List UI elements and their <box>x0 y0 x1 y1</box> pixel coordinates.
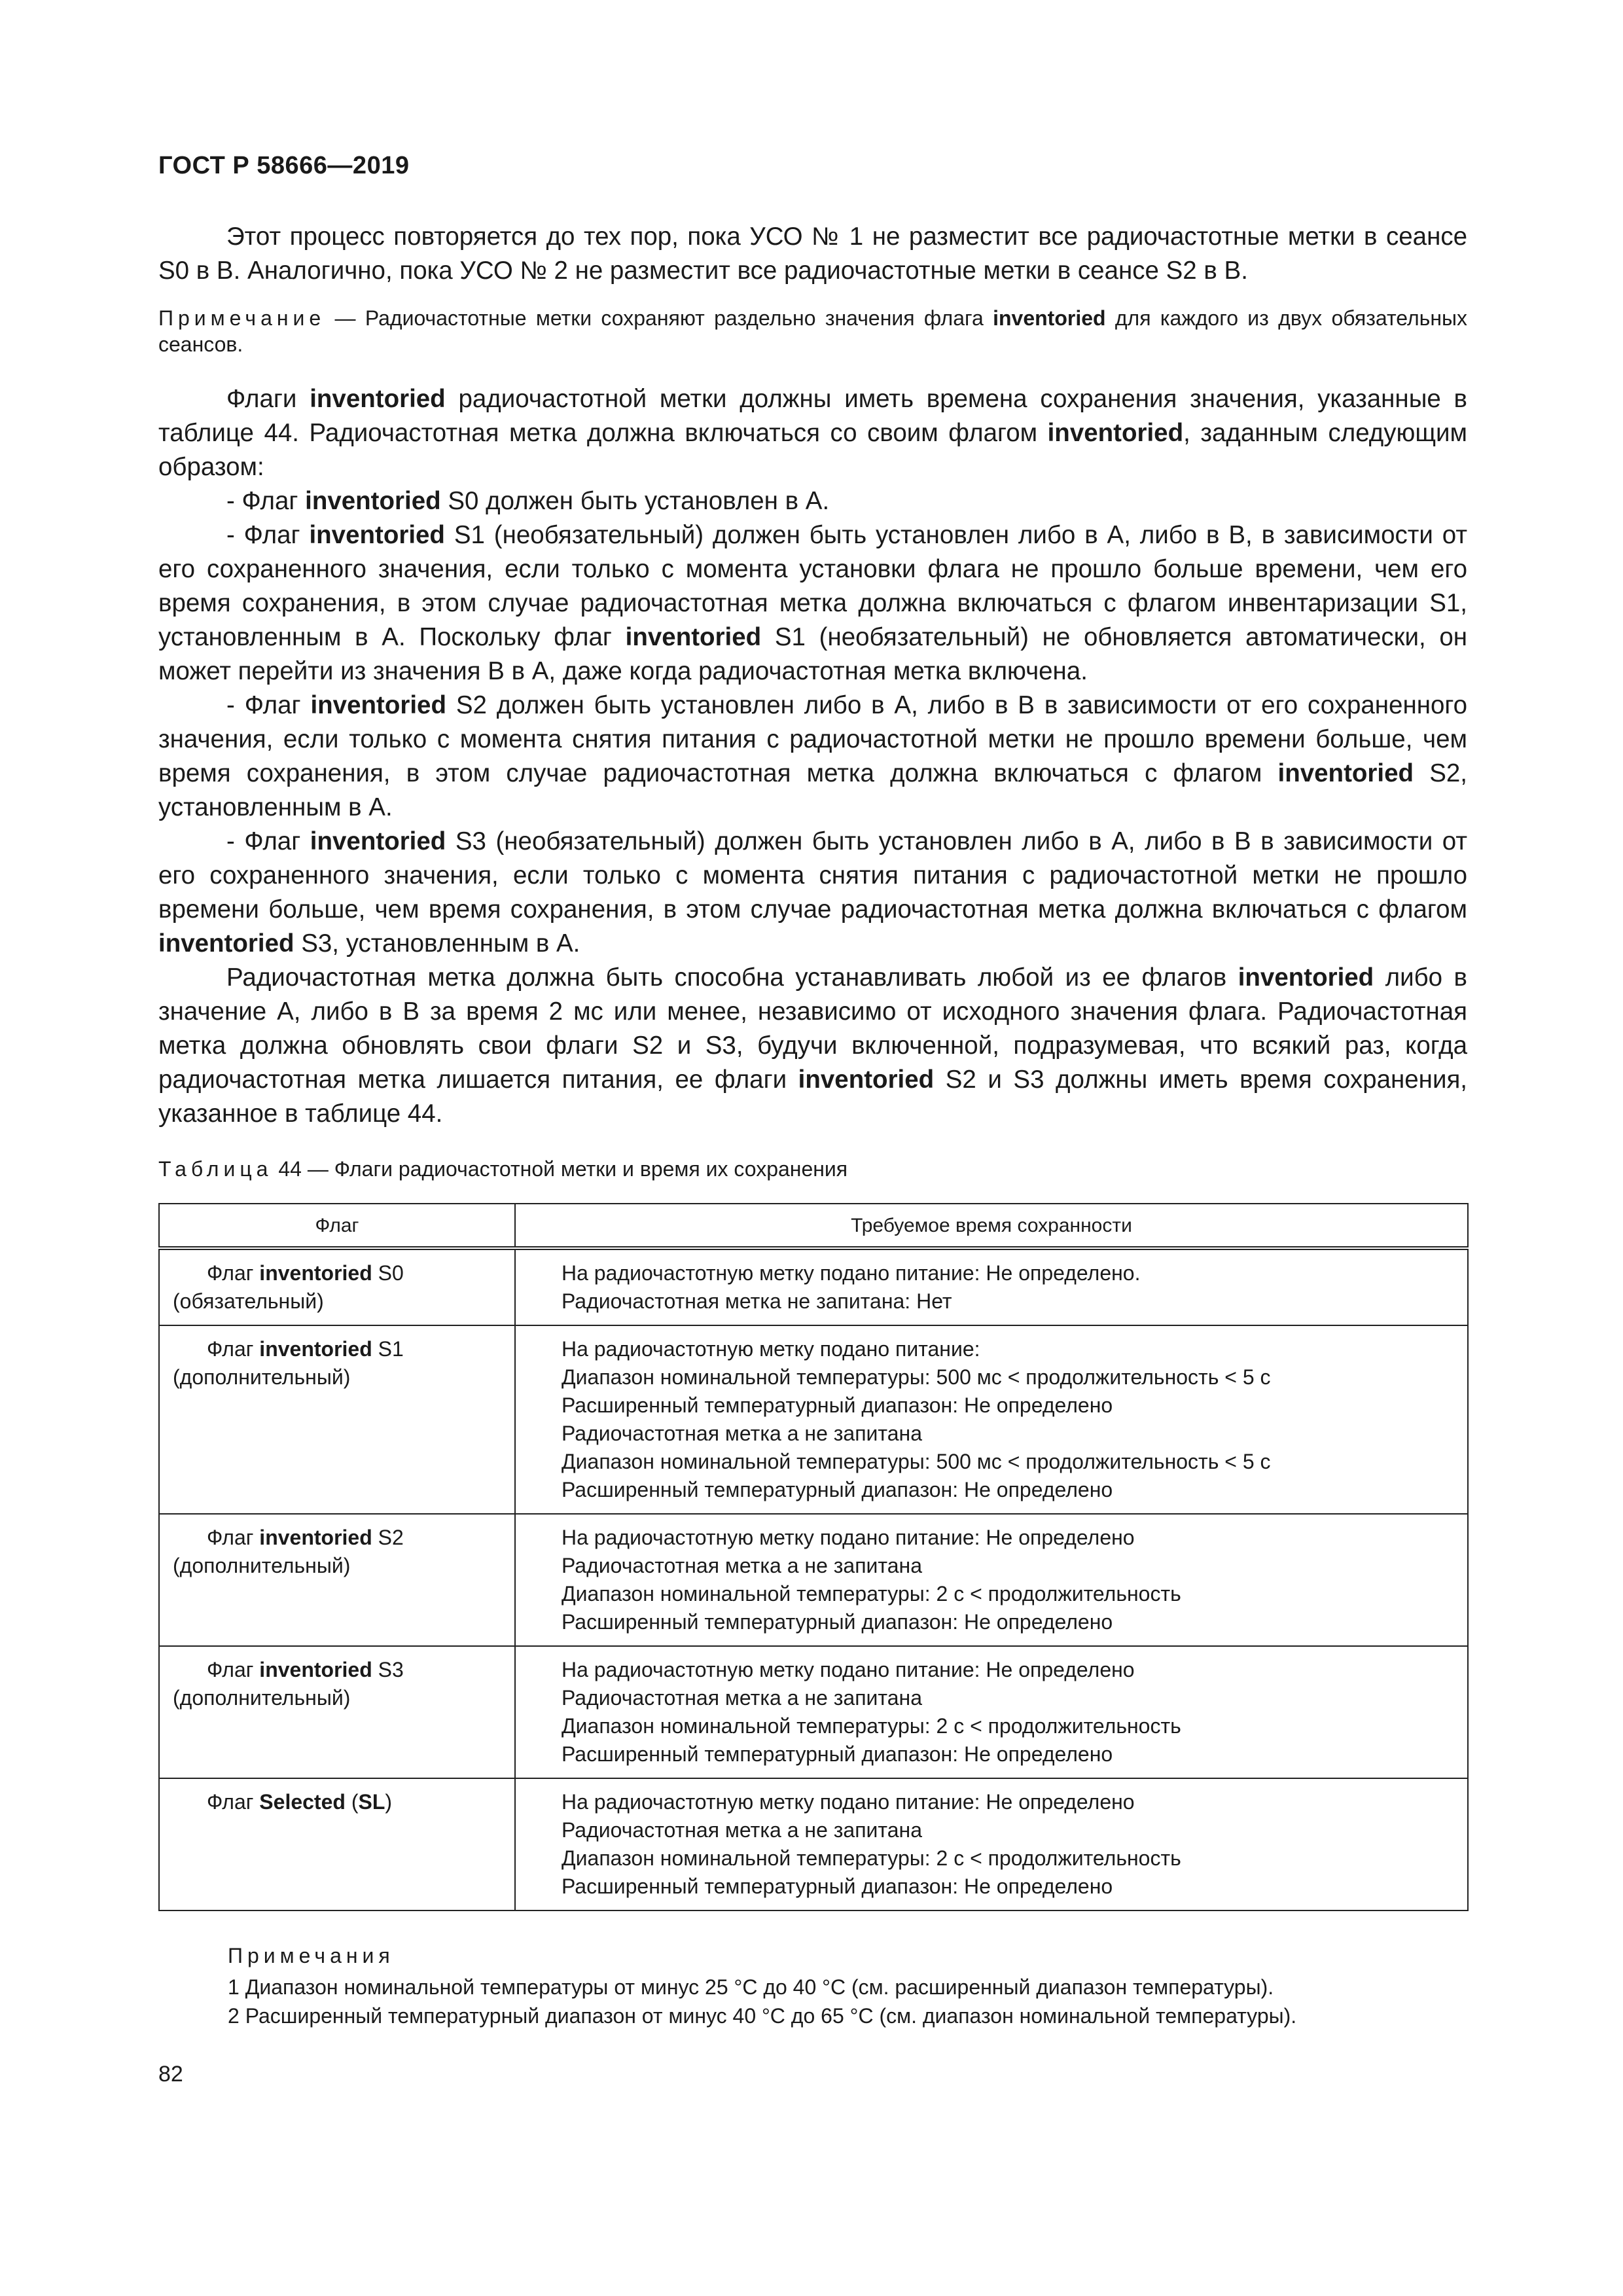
flag-prefix: Флаг <box>207 1658 260 1681</box>
table-row <box>159 1514 1468 1646</box>
page-number: 82 <box>158 2062 183 2087</box>
flag-prefix: Флаг <box>207 1337 260 1361</box>
bold-run: inventoried <box>310 827 446 855</box>
text-run: S2 и S3 должны иметь время сохранения, указанное в таблице 44. <box>158 1066 1467 1128</box>
bold-run: inventoried <box>309 521 445 549</box>
text-run: - Флаг <box>226 487 306 515</box>
table-row <box>159 1325 1468 1514</box>
bold-run: inventoried <box>625 623 762 651</box>
text-run: S0 должен быть установлен в А. <box>440 487 830 515</box>
paragraph-flags-intro <box>158 382 1467 484</box>
retention-line: Радиочастотная метка а не запитана <box>562 1818 922 1842</box>
text-run: , заданным следующим образом: <box>158 419 1467 481</box>
flag-suffix: ( <box>345 1790 359 1814</box>
retention-cell <box>515 1325 1468 1514</box>
retention-line: Радиочастотная метка а не запитана <box>562 1554 922 1577</box>
flag-name: inventoried <box>259 1261 372 1285</box>
text-run: Флаги <box>226 385 310 413</box>
note-text-after: для каждого из двух обязательных сеансов. <box>158 306 1468 356</box>
flags-retention-table <box>158 1203 1469 1911</box>
text-run: S3 (необязательный) должен быть установлен либо в А, либо в В в зависимости от его сохраненного значения, если только с момента снятия питания с радиочастотной метки не прошло времени больше, чем время сохранения, в этом случае радиочастотная метка должна включаться с флагом <box>158 827 1467 924</box>
text-run: S2 должен быть установлен либо в А, либо в В в зависимости от его сохраненного значения, если только с момента снятия питания с радиочастотной метки не прошло времени больше, чем время сохранения, в этом случае радиочастотная метка должна включаться с флагом <box>158 691 1467 787</box>
retention-line: На радиочастотную метку подано питание: Не определено <box>562 1658 1135 1681</box>
retention-line: Расширенный температурный диапазон: Не определено <box>562 1393 1113 1417</box>
flag-suffix: S3 <box>372 1658 404 1681</box>
note-item: 1 Диапазон номинальной температуры от минус 25 °С до 40 °С (см. расширенный диапазон температуры). <box>228 1975 1274 1999</box>
paragraph-flag-s1 <box>158 518 1467 689</box>
retention-line: На радиочастотную метку подано питание: <box>562 1337 980 1361</box>
flag-suffix: S0 <box>372 1261 404 1285</box>
paragraph-flag-s3 <box>158 825 1467 961</box>
retention-line: На радиочастотную метку подано питание: Не определено. <box>562 1261 1141 1285</box>
text-run: радиочастотной метки должны иметь времена сохранения значения, указанные в таблице 44. Радиочастотная метка должна включаться со своим флагом <box>158 385 1467 447</box>
flag-suffix: S1 <box>372 1337 404 1361</box>
text-run: - Флаг <box>226 827 310 855</box>
paragraph-flag-s0 <box>158 484 1467 518</box>
table-row <box>159 1248 1468 1325</box>
paragraph-flag-s2 <box>158 689 1467 825</box>
flag-name: inventoried <box>259 1658 372 1681</box>
paragraph-flags-update <box>158 961 1467 1131</box>
retention-cell <box>515 1778 1468 1910</box>
flag-name: inventoried <box>259 1526 372 1549</box>
flag-name: Selected <box>259 1790 346 1814</box>
flag-prefix: Флаг <box>207 1261 260 1285</box>
table-row <box>159 1646 1468 1778</box>
intro-paragraph-block <box>158 220 1467 288</box>
retention-line: Радиочастотная метка а не запитана <box>562 1422 922 1445</box>
flag-suffix: S2 <box>372 1526 404 1549</box>
text-run: Радиочастотная метка должна быть способна устанавливать любой из ее флагов <box>226 963 1238 992</box>
table-row <box>159 1778 1468 1910</box>
table-caption <box>158 1156 847 1182</box>
retention-line: Диапазон номинальной температуры: 2 с < продолжительность <box>562 1582 1181 1605</box>
flag-note: (дополнительный) <box>173 1686 351 1710</box>
note-label: Примечание <box>158 306 326 330</box>
note-item: 2 Расширенный температурный диапазон от минус 40 °С до 65 °С (см. диапазон номинальной температуры). <box>228 2004 1297 2028</box>
retention-line: Расширенный температурный диапазон: Не определено <box>562 1874 1113 1898</box>
bold-run: inventoried <box>1277 759 1414 787</box>
text-run: S1 (необязательный) должен быть установлен либо в А, либо в В, в зависимости от его сохраненного значения, если только с момента установки флага не прошло больше времени, чем его время сохранения, в этом случае радиочастотная метка должна включаться с флагом инвентаризации S1, установленным в А. Поскольку флаг <box>158 521 1467 651</box>
flag-name: inventoried <box>259 1337 372 1361</box>
document-code: ГОСТ Р 58666—2019 <box>158 152 410 179</box>
bold-run: inventoried <box>1238 963 1374 992</box>
retention-line: Радиочастотная метка не запитана: Нет <box>562 1289 952 1313</box>
retention-line: Диапазон номинальной температуры: 500 мс < продолжительность < 5 с <box>562 1365 1271 1389</box>
table-header-row <box>159 1204 1468 1248</box>
retention-cell <box>515 1248 1468 1325</box>
retention-line: На радиочастотную метку подано питание: Не определено <box>562 1526 1135 1549</box>
bold-run: inventoried <box>798 1066 935 1094</box>
flag-cell <box>159 1514 515 1646</box>
notes-title: Примечания <box>228 1944 395 1967</box>
flag-cell <box>159 1248 515 1325</box>
note-bold: inventoried <box>993 306 1106 330</box>
table-caption-text: 44 — Флаги радиочастотной метки и время их сохранения <box>272 1157 848 1181</box>
intro-paragraph: Этот процесс повторяется до тех пор, пока УСО № 1 не разместит все радиочастотные метки в сеансе S0 в В. Аналогично, пока УСО № 2 не разместит все радиочастотные метки в сеансе S2 в В. <box>158 223 1467 285</box>
bold-run: inventoried <box>158 929 294 958</box>
text-run: S1 (необязательный) не обновляется автоматически, он может перейти из значения В в А, даже когда радиочастотная метка включена. <box>158 623 1468 685</box>
retention-line: На радиочастотную метку подано питание: Не определено <box>562 1790 1135 1814</box>
retention-cell <box>515 1514 1468 1646</box>
retention-line: Радиочастотная метка а не запитана <box>562 1686 922 1710</box>
text-run: S2, установленным в А. <box>158 759 1468 821</box>
bold-run: inventoried <box>310 691 446 719</box>
flag-cell <box>159 1778 515 1910</box>
text-run: - Флаг <box>226 691 311 719</box>
column-header-retention: Требуемое время сохранности <box>515 1204 1468 1248</box>
flag-note: (дополнительный) <box>173 1365 351 1389</box>
table-caption-label: Таблица <box>158 1157 273 1181</box>
flag-note: (дополнительный) <box>173 1554 351 1577</box>
flag-cell <box>159 1325 515 1514</box>
flag-cell <box>159 1646 515 1778</box>
bold-run: inventoried <box>1047 419 1184 447</box>
retention-line: Диапазон номинальной температуры: 2 с < продолжительность <box>562 1714 1181 1738</box>
retention-line: Диапазон номинальной температуры: 2 с < продолжительность <box>562 1846 1181 1870</box>
flag-prefix: Флаг <box>207 1790 260 1814</box>
retention-line: Расширенный температурный диапазон: Не определено <box>562 1610 1113 1634</box>
retention-cell <box>515 1646 1468 1778</box>
text-run: - Флаг <box>226 521 310 549</box>
bold-run: inventoried <box>305 487 441 515</box>
notes-list <box>228 1973 1296 2030</box>
flag-note: (обязательный) <box>173 1289 324 1313</box>
note-text-before: — Радиочастотные метки сохраняют раздельно значения флага <box>325 306 993 330</box>
text-run: либо в значение А, либо в В за время 2 мс или менее, независимо от исходного значения флага. Радиочастотная метка должна обновлять свои флаги S2 и S3, будучи включенной, подразумевая, что всякий раз, когда радиочастотная метка лишается питания, ее флаги <box>158 963 1467 1094</box>
flag-suffix: ) <box>385 1790 393 1814</box>
flag-prefix: Флаг <box>207 1526 260 1549</box>
retention-line: Расширенный температурный диапазон: Не определено <box>562 1742 1113 1766</box>
text-run: S3, установленным в А. <box>294 929 580 958</box>
retention-line: Диапазон номинальной температуры: 500 мс < продолжительность < 5 с <box>562 1450 1271 1473</box>
flag-abbrev: SL <box>358 1790 385 1814</box>
note-block <box>158 305 1467 357</box>
main-text-block <box>158 382 1467 1131</box>
retention-line: Расширенный температурный диапазон: Не определено <box>562 1478 1113 1501</box>
column-header-flag: Флаг <box>159 1204 515 1248</box>
bold-run: inventoried <box>310 385 446 413</box>
